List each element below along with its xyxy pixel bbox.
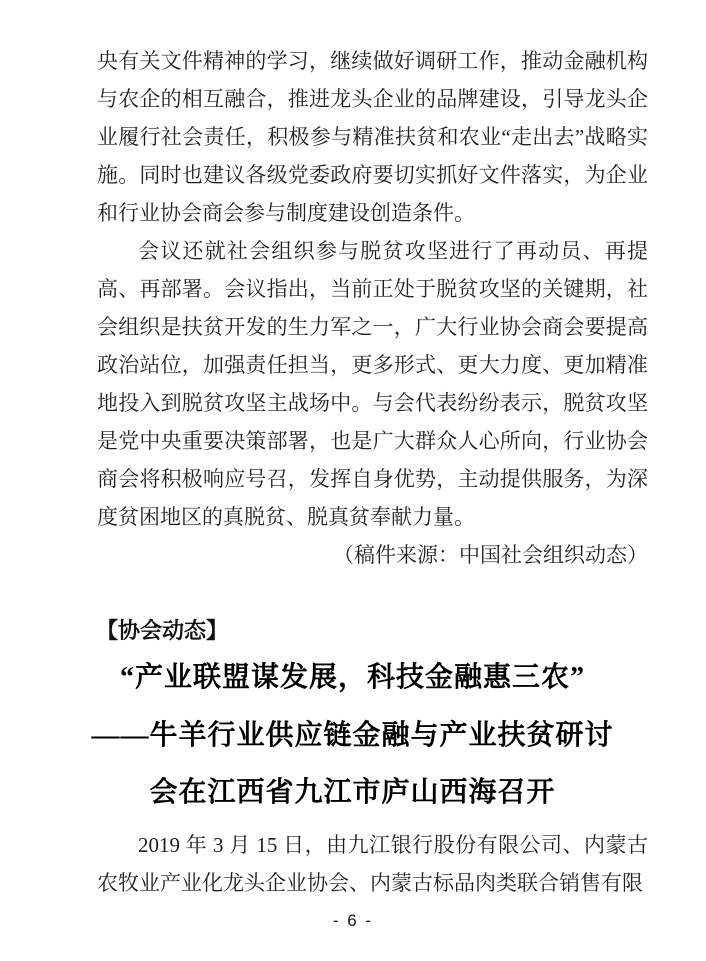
source-attribution-line: （稿件来源：中国社会组织动态） bbox=[333, 543, 648, 567]
page-number: - 6 - bbox=[332, 911, 374, 930]
article-title-line-3: 会在江西省九江市庐山西海召开 bbox=[149, 777, 556, 808]
article-title bbox=[77, 649, 628, 822]
body-text-column bbox=[97, 42, 648, 574]
section-header-association-news: 【协会动态】 bbox=[96, 618, 229, 643]
paragraph-meeting-poverty-alleviation: 会议还就社会组织参与脱贫攻坚进行了再动员、再提高、再部署。会议指出，当前正处于脱贫攻坚的关键期，社会组织是扶贫开发的生力军之一，广大行业协会商会要提高政治站位，加强责任担当，更多形式、更大力度、更加精准地投入到脱贫攻坚主战场中。与会代表纷纷表示，脱贫攻坚是党中央重要决策部署，也是广大群众人心所向，行业协会商会将积极响应号召，发挥自身优势，主动提供服务，为深度贫困地区的真脱贫、脱真贫奉献力量。 bbox=[97, 239, 648, 529]
paragraph-article-intro: 2019 年 3 月 15 日，由九江银行股份有限公司、内蒙古农牧业产业化龙头企业协会、内蒙古标品肉类联合销售有限 bbox=[97, 833, 648, 895]
article-body-start bbox=[97, 826, 648, 902]
article-title-line-1: “产业联盟谋发展，科技金融惠三农” bbox=[119, 662, 585, 693]
paragraph-continuation: 央有关文件精神的学习，继续做好调研工作，推动金融机构与农企的相互融合，推进龙头企业的品牌建设，引导龙头企业履行社会责任，积极参与精准扶贫和农业“走出去”战略实施。同时也建议各级党委政府要切实抓好文件落实，为企业和行业协会商会参与制度建设创造条件。 bbox=[97, 49, 648, 225]
article-title-line-2: ——牛羊行业供应链金融与产业扶贫研讨 bbox=[91, 719, 614, 751]
